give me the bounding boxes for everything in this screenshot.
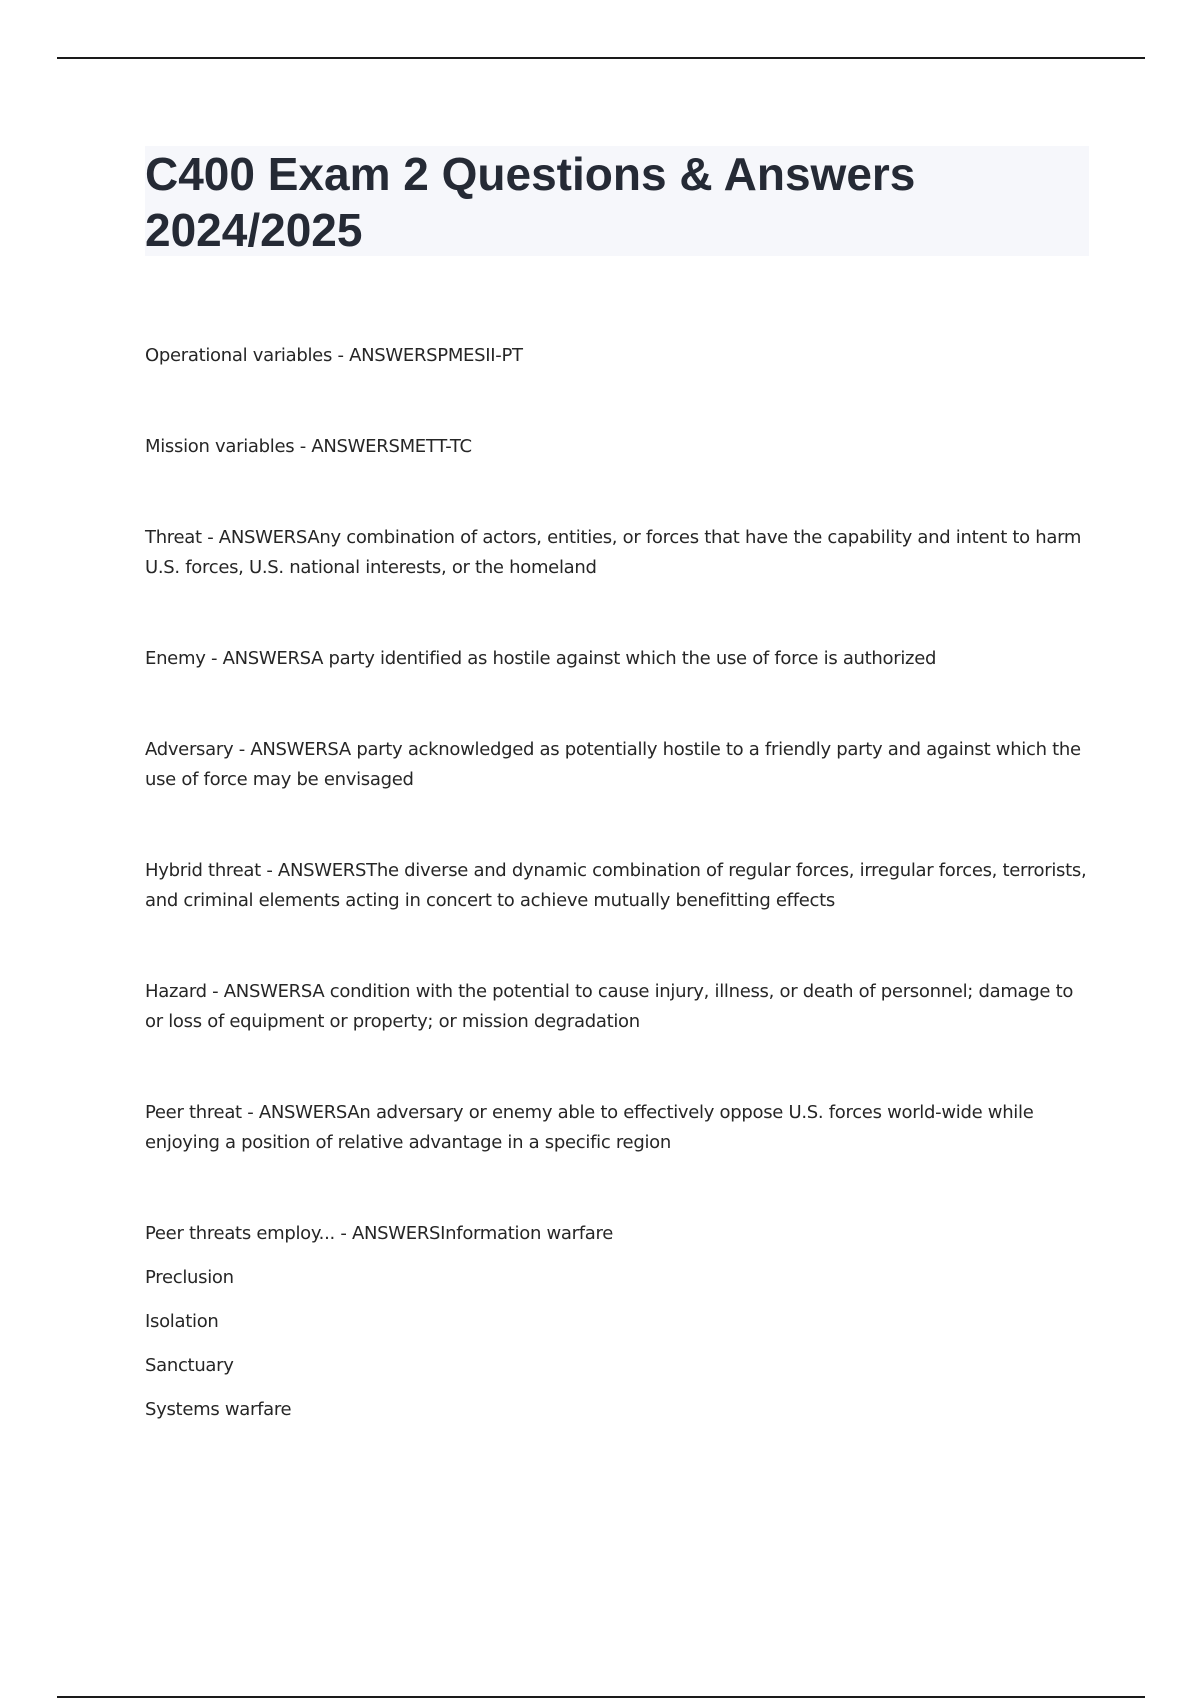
answer-line: Sanctuary bbox=[145, 1355, 234, 1376]
answer-line: Preclusion bbox=[145, 1267, 234, 1288]
top-rule bbox=[57, 57, 1145, 59]
qa-item-multiline bbox=[145, 1219, 1089, 1425]
qa-item: Hazard - ANSWERSA condition with the potential to cause injury, illness, or death of personnel; damage to or loss of equipment or property; or mission degradation bbox=[145, 981, 1074, 1032]
qa-item: Threat - ANSWERSAny combination of actors, entities, or forces that have the capability and intent to harm U.S. forces, U.S. national interests, or the homeland bbox=[145, 527, 1082, 578]
qa-item: Mission variables - ANSWERSMETT-TC bbox=[145, 436, 472, 457]
qa-item: Hybrid threat - ANSWERSThe diverse and dynamic combination of regular forces, irregular forces, terrorists, and criminal elements acting in concert to achieve mutually benefitting effects bbox=[145, 860, 1087, 911]
qa-item: Enemy - ANSWERSA party identified as hostile against which the use of force is authorized bbox=[145, 648, 937, 669]
answer-line: Isolation bbox=[145, 1311, 219, 1332]
answer-line: Systems warfare bbox=[145, 1399, 292, 1420]
qa-item: Adversary - ANSWERSA party acknowledged as potentially hostile to a friendly party and against which the use of force may be envisaged bbox=[145, 739, 1081, 790]
qa-item: Operational variables - ANSWERSPMESII-PT bbox=[145, 345, 523, 366]
page-title: C400 Exam 2 Questions & Answers 2024/2025 bbox=[145, 148, 916, 256]
qa-item: Peer threats employ... - ANSWERSInformation warfare bbox=[145, 1223, 613, 1244]
title-block bbox=[145, 146, 1089, 256]
qa-item: Peer threat - ANSWERSAn adversary or enemy able to effectively oppose U.S. forces world-wide while enjoying a position of relative advantage in a specific region bbox=[145, 1102, 1034, 1153]
bottom-rule bbox=[57, 1696, 1145, 1698]
qa-list bbox=[145, 341, 1089, 1425]
